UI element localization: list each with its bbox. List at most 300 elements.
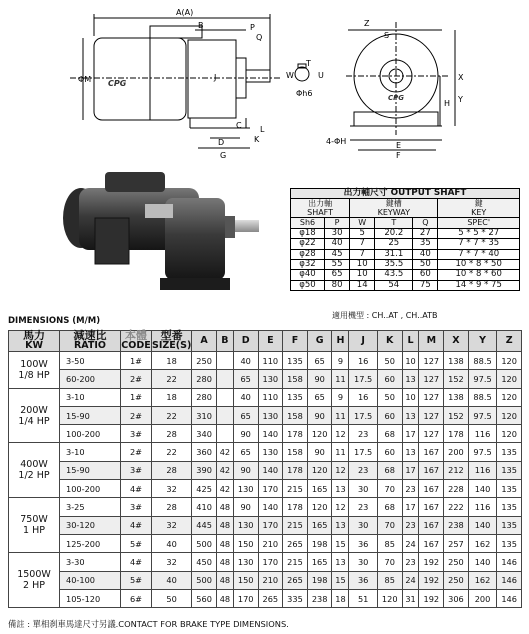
ratio-header: 減速比 RATIO xyxy=(60,331,121,352)
sub-header: SPEC' xyxy=(438,218,520,228)
dimensions-header-row xyxy=(9,331,522,352)
dimension-cell: 13 xyxy=(402,443,419,461)
dimension-cell: 127 xyxy=(419,388,444,406)
sub-header: Q xyxy=(413,218,438,228)
dimension-row xyxy=(9,406,522,424)
ratio-cell: 125-200 xyxy=(60,534,121,552)
dimension-cell: 116 xyxy=(468,461,497,479)
svg-text:U: U xyxy=(318,71,324,80)
sub-header: P xyxy=(325,218,350,228)
dimension-cell: 265 xyxy=(258,589,283,607)
dimension-cell: 250 xyxy=(444,571,469,589)
dimension-cell: 60 xyxy=(377,370,402,388)
dimension-cell: 150 xyxy=(233,534,258,552)
shaft-cell: 7 * 7 * 40 xyxy=(438,249,520,259)
shaft-cell: 30 xyxy=(325,228,350,238)
shaft-cell: 40 xyxy=(325,239,350,249)
dimension-cell: 135 xyxy=(497,516,522,534)
ratio-cell: 105-120 xyxy=(60,589,121,607)
dimension-cell: 22 xyxy=(152,443,192,461)
shaft-cell: 10 xyxy=(350,270,375,280)
dimension-cell: 265 xyxy=(283,534,308,552)
power-header: 馬力 KW xyxy=(9,331,60,352)
dimension-cell: 90 xyxy=(307,443,332,461)
power-cell: 200W 1/4 HP xyxy=(9,388,60,443)
dimension-cell: 425 xyxy=(192,480,217,498)
dimension-cell: 130 xyxy=(233,553,258,571)
dimension-cell: 68 xyxy=(377,498,402,516)
dimension-cell: 40 xyxy=(233,388,258,406)
shaft-cell: 10 xyxy=(350,260,375,270)
svg-text:E: E xyxy=(396,141,402,150)
dimension-cell: 560 xyxy=(192,589,217,607)
dimension-cell: 450 xyxy=(192,553,217,571)
svg-text:H: H xyxy=(444,99,451,108)
svg-text:G: G xyxy=(220,151,227,160)
dimension-cell: 140 xyxy=(468,516,497,534)
dimension-cell: 127 xyxy=(419,425,444,443)
dimension-cell: 198 xyxy=(307,534,332,552)
shaft-cell: 10 * 8 * 60 xyxy=(438,270,520,280)
key-group-header: 鍵 KEY xyxy=(438,199,520,218)
dim-col-header: F xyxy=(283,331,308,352)
dimension-cell: 90 xyxy=(233,498,258,516)
dimension-cell: 30 xyxy=(349,553,378,571)
dimension-cell: 18 xyxy=(152,352,192,370)
dimension-cell: 18 xyxy=(332,589,349,607)
dimension-cell: 390 xyxy=(192,461,217,479)
shaft-cell: 35 xyxy=(413,239,438,249)
dimension-cell: 48 xyxy=(216,498,233,516)
dimensions-title: DIMENSIONS (M/M) xyxy=(8,316,101,326)
dimension-cell: 120 xyxy=(307,425,332,443)
dimension-cell: 23 xyxy=(349,461,378,479)
shaft-cell: 35.5 xyxy=(375,260,413,270)
dimension-cell: 85 xyxy=(377,534,402,552)
dimension-cell: 68 xyxy=(377,425,402,443)
dimension-cell: 138 xyxy=(444,352,469,370)
dimension-cell: 40 xyxy=(152,571,192,589)
dimension-cell: 10 xyxy=(402,352,419,370)
dimension-cell: 10 xyxy=(402,388,419,406)
size-header: 型番 SIZE(S) xyxy=(152,329,192,351)
dimension-cell: 16 xyxy=(349,388,378,406)
dimension-cell: 120 xyxy=(377,589,402,607)
ratio-cell: 100-200 xyxy=(60,480,121,498)
dimension-cell: 60 xyxy=(377,406,402,424)
dimension-cell: 30 xyxy=(349,516,378,534)
dimension-cell: 250 xyxy=(444,553,469,571)
dimension-cell: 120 xyxy=(497,388,522,406)
dimension-cell: 130 xyxy=(233,516,258,534)
svg-text:CPG: CPG xyxy=(388,94,405,102)
dimension-cell: 130 xyxy=(233,480,258,498)
dim-col-header: B xyxy=(216,331,233,352)
svg-text:J: J xyxy=(214,73,217,82)
dimension-cell: 23 xyxy=(402,516,419,534)
dimension-row xyxy=(9,534,522,552)
dimension-cell: 17 xyxy=(402,498,419,516)
dimension-cell: 11 xyxy=(332,443,349,461)
dimension-cell: 146 xyxy=(497,553,522,571)
dimension-cell: 135 xyxy=(283,388,308,406)
shaft-cell: 43.5 xyxy=(375,270,413,280)
dimension-row xyxy=(9,388,522,406)
dimension-cell: 310 xyxy=(192,406,217,424)
dimension-cell: 167 xyxy=(419,498,444,516)
dimension-cell: 162 xyxy=(468,571,497,589)
dimension-cell: 135 xyxy=(497,480,522,498)
dimension-cell: 178 xyxy=(283,461,308,479)
dimension-cell: 2# xyxy=(121,443,152,461)
dimension-cell: 40 xyxy=(152,534,192,552)
dimension-cell: 228 xyxy=(444,480,469,498)
dimension-cell: 140 xyxy=(258,461,283,479)
dimension-cell: 11 xyxy=(332,370,349,388)
dimension-cell: 138 xyxy=(444,388,469,406)
dimension-cell: 162 xyxy=(468,534,497,552)
svg-text:Q: Q xyxy=(256,33,263,42)
shaft-cell: 75 xyxy=(413,280,438,290)
dim-col-header: X xyxy=(444,331,469,352)
dimension-cell: 4# xyxy=(121,480,152,498)
dimension-cell: 110 xyxy=(258,388,283,406)
dimension-cell: 51 xyxy=(349,589,378,607)
applicable-models: 適用機型 : CH..AT , CH..ATB xyxy=(332,311,438,320)
dimensions-rows xyxy=(9,352,522,608)
svg-text:Φh6: Φh6 xyxy=(296,89,313,98)
dimension-cell: 90 xyxy=(233,461,258,479)
dimension-cell: 88.5 xyxy=(468,352,497,370)
shaft-row xyxy=(291,270,520,280)
dimension-row xyxy=(9,553,522,571)
dimension-cell: 42 xyxy=(216,443,233,461)
dimension-cell: 31 xyxy=(402,589,419,607)
shaft-cell: 45 xyxy=(325,249,350,259)
shaft-cell: 31.1 xyxy=(375,249,413,259)
dimension-cell: 17.5 xyxy=(349,370,378,388)
dimension-cell: 360 xyxy=(192,443,217,461)
dimension-cell: 165 xyxy=(307,480,332,498)
dimension-cell: 257 xyxy=(444,534,469,552)
dimension-cell: 167 xyxy=(419,443,444,461)
dimension-cell: 13 xyxy=(332,516,349,534)
dimension-cell: 90 xyxy=(307,370,332,388)
dimension-cell: 170 xyxy=(233,589,258,607)
svg-text:A(A): A(A) xyxy=(176,8,194,17)
ratio-cell: 3-25 xyxy=(60,498,121,516)
shaft-cell: 55 xyxy=(325,260,350,270)
dimension-cell: 17.5 xyxy=(349,406,378,424)
dimension-cell: 17 xyxy=(402,461,419,479)
gear-motor-photo xyxy=(55,168,280,298)
dimension-cell: 130 xyxy=(258,370,283,388)
dimension-cell: 212 xyxy=(444,461,469,479)
dimension-cell: 200 xyxy=(468,589,497,607)
dimension-cell: 130 xyxy=(258,443,283,461)
dimension-cell: 65 xyxy=(233,443,258,461)
svg-text:S: S xyxy=(384,31,390,40)
dimension-cell: 13 xyxy=(402,406,419,424)
dimension-cell: 5# xyxy=(121,571,152,589)
dimension-cell: 15 xyxy=(332,534,349,552)
dimension-cell: 23 xyxy=(402,480,419,498)
dimension-cell: 280 xyxy=(192,388,217,406)
dimension-cell: 210 xyxy=(258,571,283,589)
dimension-cell: 65 xyxy=(233,370,258,388)
dimension-cell: 120 xyxy=(497,352,522,370)
dimension-cell: 158 xyxy=(283,370,308,388)
output-shaft-title: 出力軸尺寸 OUTPUT SHAFT xyxy=(291,189,520,199)
dimension-cell: 135 xyxy=(497,461,522,479)
shaft-cell: 80 xyxy=(325,280,350,290)
ratio-cell: 100-200 xyxy=(60,425,121,443)
dimension-cell: 135 xyxy=(497,443,522,461)
dimension-cell: 16 xyxy=(349,352,378,370)
dimension-cell: 1# xyxy=(121,388,152,406)
dim-col-header: E xyxy=(258,331,283,352)
dimension-cell: 23 xyxy=(349,425,378,443)
shaft-cell: 7 xyxy=(350,239,375,249)
dimension-cell: 28 xyxy=(152,498,192,516)
dimension-cell: 70 xyxy=(377,553,402,571)
dimension-cell: 127 xyxy=(419,406,444,424)
dimension-cell: 4# xyxy=(121,516,152,534)
dimension-cell: 130 xyxy=(258,406,283,424)
shaft-cell: 7 xyxy=(350,249,375,259)
dimension-cell: 135 xyxy=(497,534,522,552)
dimension-cell: 32 xyxy=(152,516,192,534)
svg-text:B: B xyxy=(198,21,204,30)
dimension-cell: 200 xyxy=(444,443,469,461)
dimension-cell: 306 xyxy=(444,589,469,607)
dimension-cell: 215 xyxy=(283,553,308,571)
dimension-cell: 116 xyxy=(468,425,497,443)
dimension-cell: 22 xyxy=(152,406,192,424)
dimension-cell: 127 xyxy=(419,370,444,388)
dimension-cell: 90 xyxy=(233,425,258,443)
dimension-cell: 120 xyxy=(497,425,522,443)
dimension-cell: 250 xyxy=(192,352,217,370)
dimension-cell xyxy=(216,352,233,370)
dimension-cell: 9 xyxy=(332,388,349,406)
dimension-cell: 116 xyxy=(468,498,497,516)
shaft-row xyxy=(291,260,520,270)
shaft-cell: φ18 xyxy=(291,228,325,238)
svg-text:Y: Y xyxy=(458,95,463,104)
ratio-cell: 15-90 xyxy=(60,406,121,424)
dimension-cell: 340 xyxy=(192,425,217,443)
dimension-cell: 110 xyxy=(258,352,283,370)
ratio-cell: 60-200 xyxy=(60,370,121,388)
dimension-cell: 50 xyxy=(377,352,402,370)
dimension-cell: 1# xyxy=(121,352,152,370)
sub-header: T xyxy=(375,218,413,228)
dimension-cell: 140 xyxy=(468,553,497,571)
dimension-row xyxy=(9,425,522,443)
dimension-cell: 42 xyxy=(216,480,233,498)
dimension-cell: 158 xyxy=(283,443,308,461)
dimension-cell: 335 xyxy=(283,589,308,607)
dimension-cell: 97.5 xyxy=(468,406,497,424)
dimension-cell: 120 xyxy=(307,498,332,516)
ratio-cell: 40-100 xyxy=(60,571,121,589)
svg-text:K: K xyxy=(254,135,260,144)
svg-text:W: W xyxy=(286,71,294,80)
dimension-cell: 88.5 xyxy=(468,388,497,406)
dimension-cell: 50 xyxy=(377,388,402,406)
shaft-cell: 25 xyxy=(375,239,413,249)
dimension-cell: 65 xyxy=(307,388,332,406)
output-shaft-table xyxy=(290,188,520,291)
shaft-cell: 65 xyxy=(325,270,350,280)
dimension-row xyxy=(9,480,522,498)
dim-col-header: J xyxy=(349,331,378,352)
dimension-cell: 210 xyxy=(258,534,283,552)
dimension-cell: 65 xyxy=(233,406,258,424)
dimension-cell: 12 xyxy=(332,461,349,479)
svg-text:CPG: CPG xyxy=(108,79,127,88)
dimension-cell: 265 xyxy=(283,571,308,589)
svg-text:C: C xyxy=(236,121,242,130)
shaft-cell: 27 xyxy=(413,228,438,238)
shaft-cell: 20.2 xyxy=(375,228,413,238)
technical-drawing xyxy=(0,0,529,180)
shaft-cell: 50 xyxy=(413,260,438,270)
shaft-cell: 7 * 7 * 35 xyxy=(438,239,520,249)
dim-col-header: Y xyxy=(468,331,497,352)
dimension-row xyxy=(9,498,522,516)
dimension-cell: 127 xyxy=(419,352,444,370)
dimension-cell: 48 xyxy=(216,534,233,552)
dim-col-header: H xyxy=(332,331,349,352)
dimension-row xyxy=(9,461,522,479)
dimension-cell: 170 xyxy=(258,516,283,534)
dimension-row xyxy=(9,516,522,534)
dimension-cell: 70 xyxy=(377,516,402,534)
svg-text:4-ΦH: 4-ΦH xyxy=(326,137,347,146)
dimension-cell: 167 xyxy=(419,534,444,552)
dimension-cell: 167 xyxy=(419,461,444,479)
dimension-cell: 50 xyxy=(152,589,192,607)
power-cell: 750W 1 HP xyxy=(9,498,60,553)
dimension-cell: 13 xyxy=(332,480,349,498)
dimension-cell: 32 xyxy=(152,480,192,498)
dimension-cell: 146 xyxy=(497,589,522,607)
dimension-cell: 48 xyxy=(216,553,233,571)
svg-text:ΦM: ΦM xyxy=(78,75,92,84)
dimension-cell: 120 xyxy=(497,406,522,424)
shaft-cell: φ50 xyxy=(291,280,325,290)
dim-col-header: A xyxy=(192,331,217,352)
dimension-cell: 3# xyxy=(121,425,152,443)
dimension-cell: 32 xyxy=(152,553,192,571)
code-header: 本體 CODE xyxy=(121,329,151,351)
dimension-cell: 12 xyxy=(332,498,349,516)
dimension-cell: 18 xyxy=(152,388,192,406)
dimension-cell: 12 xyxy=(332,425,349,443)
dimension-cell: 445 xyxy=(192,516,217,534)
dimension-cell: 9 xyxy=(332,352,349,370)
dimension-row xyxy=(9,443,522,461)
dimension-cell: 500 xyxy=(192,534,217,552)
dimension-cell xyxy=(216,370,233,388)
dimension-cell: 152 xyxy=(444,370,469,388)
power-cell: 400W 1/2 HP xyxy=(9,443,60,498)
dimension-cell: 215 xyxy=(283,516,308,534)
dim-col-header: M xyxy=(419,331,444,352)
dimension-cell: 135 xyxy=(497,498,522,516)
brake-note: 備註 : 單相刹車馬達尺寸另議.CONTACT FOR BRAKE TYPE DIMENSIONS. xyxy=(8,619,289,629)
shaft-row xyxy=(291,239,520,249)
dimension-cell: 178 xyxy=(444,425,469,443)
dimension-cell: 167 xyxy=(419,480,444,498)
dimension-cell: 150 xyxy=(233,571,258,589)
dimension-row xyxy=(9,571,522,589)
dimension-cell: 135 xyxy=(283,352,308,370)
svg-text:P: P xyxy=(250,23,255,32)
ratio-cell: 3-50 xyxy=(60,352,121,370)
dimension-cell: 17.5 xyxy=(349,443,378,461)
dimension-cell: 23 xyxy=(349,498,378,516)
dimension-cell: 2# xyxy=(121,370,152,388)
dimension-cell: 280 xyxy=(192,370,217,388)
dimension-cell xyxy=(216,425,233,443)
dimensions-table xyxy=(8,330,522,608)
dimension-cell: 120 xyxy=(307,461,332,479)
dimension-cell: 11 xyxy=(332,406,349,424)
ratio-cell: 15-90 xyxy=(60,461,121,479)
dimension-cell: 152 xyxy=(444,406,469,424)
shaft-cell: 5 xyxy=(350,228,375,238)
shaft-cell: 60 xyxy=(413,270,438,280)
dimension-cell: 215 xyxy=(283,480,308,498)
shaft-cell: φ32 xyxy=(291,260,325,270)
dim-col-header: L xyxy=(402,331,419,352)
dimension-cell: 97.5 xyxy=(468,443,497,461)
dimension-cell: 146 xyxy=(497,571,522,589)
dimension-cell: 24 xyxy=(402,534,419,552)
dimension-cell: 178 xyxy=(283,498,308,516)
dimension-cell: 410 xyxy=(192,498,217,516)
dimension-cell: 140 xyxy=(468,480,497,498)
dimension-cell: 192 xyxy=(419,589,444,607)
dimension-cell: 48 xyxy=(216,589,233,607)
svg-text:D: D xyxy=(218,138,225,147)
dimension-cell: 158 xyxy=(283,406,308,424)
shaft-row xyxy=(291,228,520,238)
dimension-cell: 13 xyxy=(332,553,349,571)
dimension-cell xyxy=(216,406,233,424)
output-shaft-rows xyxy=(291,228,520,290)
dimension-cell: 15 xyxy=(332,571,349,589)
dimension-cell: 65 xyxy=(307,352,332,370)
dimension-cell: 28 xyxy=(152,425,192,443)
dimension-cell: 36 xyxy=(349,571,378,589)
dimension-cell: 192 xyxy=(419,571,444,589)
svg-text:T: T xyxy=(306,59,311,68)
dimension-cell: 500 xyxy=(192,571,217,589)
power-cell: 100W 1/8 HP xyxy=(9,352,60,389)
shaft-cell: φ28 xyxy=(291,249,325,259)
ratio-cell: 30-120 xyxy=(60,516,121,534)
dimension-cell: 165 xyxy=(307,553,332,571)
dimension-cell: 70 xyxy=(377,480,402,498)
dimension-cell: 5# xyxy=(121,534,152,552)
dimension-cell: 36 xyxy=(349,534,378,552)
dimension-cell: 22 xyxy=(152,370,192,388)
shaft-row xyxy=(291,280,520,290)
